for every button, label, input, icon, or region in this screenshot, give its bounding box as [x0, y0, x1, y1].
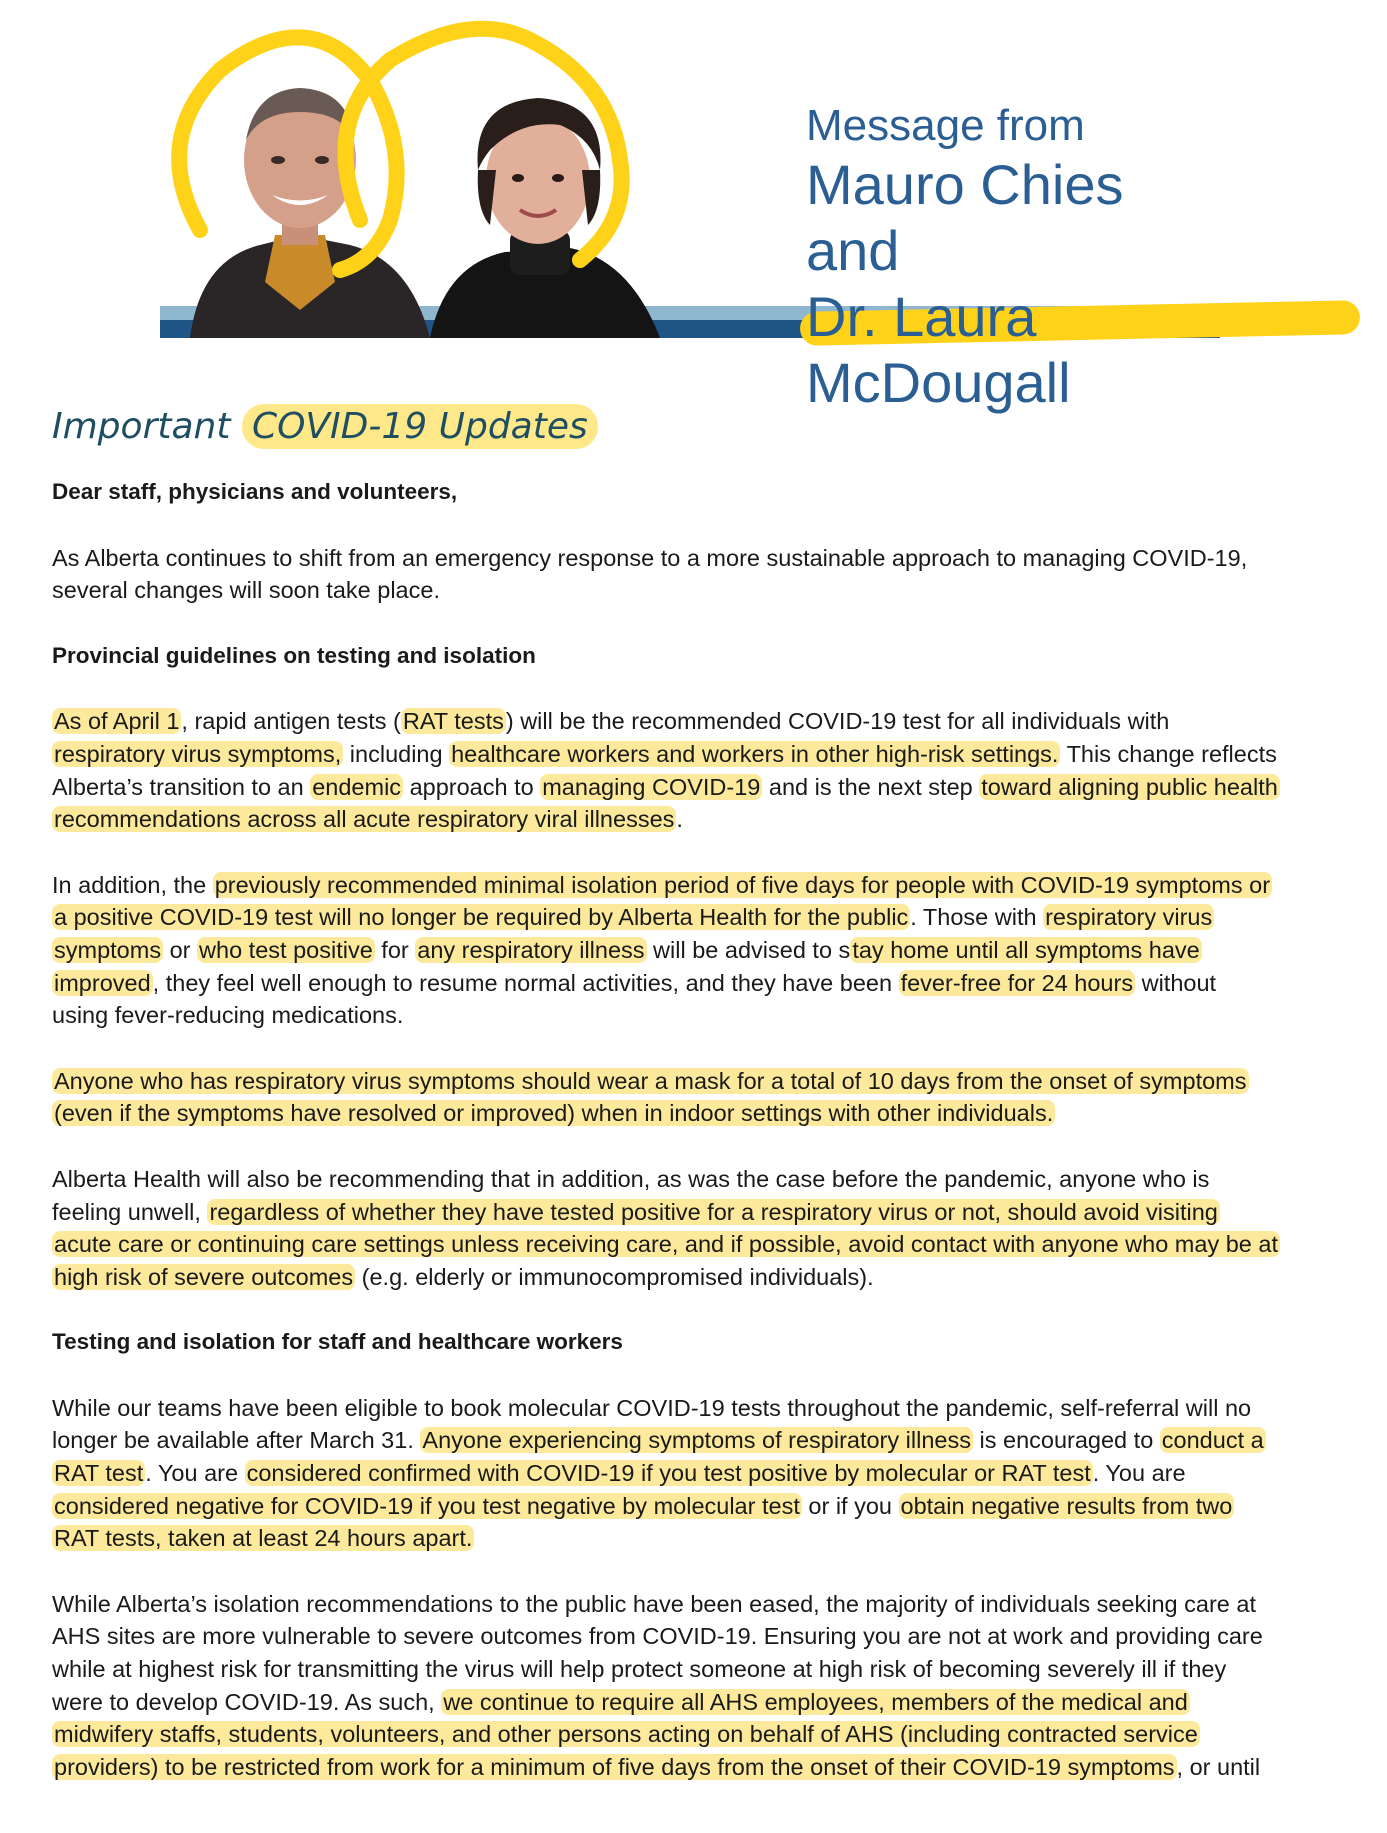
highlight: tay home until all symptoms have: [852, 936, 1200, 963]
text-line: [52, 738, 1342, 771]
text-line: several changes will soon take place.: [52, 577, 440, 604]
paragraph-intro: [52, 542, 1342, 607]
text-line: [52, 934, 1342, 967]
text-line: While Alberta’s isolation recommendations to the public have been eased, the majority of individuals seeking care at: [52, 1590, 1256, 1617]
text-line: As Alberta continues to shift from an emergency response to a more sustainable approach to managing COVID-19,: [52, 544, 1248, 571]
text-line: [52, 1751, 1342, 1784]
paragraph-rat-tests: [52, 705, 1342, 835]
text-run: and is the next step: [762, 773, 980, 800]
text-line: [52, 1718, 1342, 1751]
highlight: Anyone who has respiratory virus symptoms should wear a mask for a total of 10 days from the onset of symptoms: [54, 1067, 1247, 1094]
text-line: [52, 1228, 1342, 1261]
banner-line-3: [806, 284, 1220, 416]
text-line: [52, 901, 1342, 934]
text-line: [52, 1457, 1342, 1490]
highlight: RAT tests: [402, 708, 504, 735]
highlight: midwifery staffs, students, volunteers, and other persons acting on behalf of AHS (including contracted service: [54, 1721, 1198, 1748]
text-run: feeling unwell,: [52, 1198, 208, 1225]
text-run: . Those with: [910, 904, 1044, 931]
paragraph-mask: [52, 1065, 1342, 1130]
highlight: fever-free for 24 hours: [900, 969, 1134, 996]
text-run: .: [676, 806, 683, 833]
highlight: providers) to be restricted from work for a minimum of five days from the onset of their COVID-19 symptoms: [54, 1753, 1175, 1780]
text-line: [52, 1490, 1342, 1523]
highlight: considered negative for COVID-19 if you test negative by molecular test: [54, 1492, 800, 1519]
highlight: previously recommended minimal isolation period of five days for people with COVID-19 symptoms or: [214, 871, 1271, 898]
text-run: Alberta’s transition to an: [52, 773, 311, 800]
text-run: were to develop COVID-19. As such,: [52, 1688, 442, 1715]
title-prefix: Important: [52, 406, 231, 447]
highlight: recommendations across all acute respiratory viral illnesses: [54, 806, 675, 833]
highlight: toward aligning public health: [981, 773, 1278, 800]
banner-message: [806, 100, 1220, 416]
highlight: Anyone experiencing symptoms of respiratory illness: [422, 1427, 971, 1454]
text-line: [52, 1522, 1342, 1555]
paragraph-staff-testing: [52, 1392, 1342, 1555]
document-body: [52, 400, 1342, 1816]
paragraph-visiting: [52, 1163, 1342, 1293]
text-run: , they feel well enough to resume normal activities, and they have been: [152, 969, 899, 996]
text-line: While our teams have been eligible to book molecular COVID-19 tests throughout the pandemic, self-referral will no: [52, 1394, 1252, 1421]
highlight: (even if the symptoms have resolved or improved) when in indoor settings with other individuals.: [54, 1100, 1054, 1127]
text-run: or if you: [801, 1492, 899, 1519]
text-run: . You are: [145, 1460, 245, 1487]
highlight: respiratory virus symptoms,: [54, 740, 342, 767]
highlight: high risk of severe outcomes: [54, 1263, 354, 1290]
text-line: Alberta Health will also be recommending that in addition, as was the case before the pandemic, anyone who is: [52, 1165, 1210, 1192]
page-title: [52, 400, 1342, 454]
title-highlighted: COVID-19 Updates: [242, 404, 598, 449]
paragraph-isolation: [52, 869, 1342, 1032]
message-banner: [160, 20, 1220, 414]
highlight: who test positive: [199, 936, 373, 963]
highlight: a positive COVID-19 test will no longer be required by Alberta Health for the public: [54, 904, 909, 931]
highlight: regardless of whether they have tested positive for a respiratory virus or not, should avoid visiting: [209, 1198, 1218, 1225]
text-line: [52, 1097, 1342, 1130]
portraits-image: [160, 20, 700, 338]
highlight: As of April 1: [54, 708, 180, 735]
text-line: [52, 1261, 1342, 1294]
text-line: AHS sites are more vulnerable to severe outcomes from COVID-19. Ensuring you are not at work and providing care: [52, 1623, 1263, 1650]
text-run: or: [163, 936, 198, 963]
text-run: is encouraged to: [972, 1427, 1160, 1454]
text-line: using fever-reducing medications.: [52, 1002, 404, 1029]
highlight: considered confirmed with COVID-19 if you test positive by molecular or RAT test: [246, 1460, 1091, 1487]
text-line: [52, 1196, 1342, 1229]
highlight: RAT test: [54, 1460, 144, 1487]
text-run: for: [374, 936, 416, 963]
text-run: , or until: [1176, 1753, 1261, 1780]
text-run: ) will be the recommended COVID-19 test for all individuals with: [505, 708, 1170, 735]
highlight: conduct a: [1161, 1427, 1264, 1454]
text-run: approach to: [403, 773, 541, 800]
text-run: , rapid antigen tests (: [181, 708, 401, 735]
highlight: symptoms: [54, 936, 162, 963]
heading-staff-testing: Testing and isolation for staff and healthcare workers: [52, 1329, 623, 1355]
text-run: This change reflects: [1060, 740, 1277, 767]
text-line: while at highest risk for transmitting the virus will help protect someone at high risk of becoming severely ill if they: [52, 1656, 1227, 1683]
highlight: improved: [54, 969, 151, 996]
salutation: Dear staff, physicians and volunteers,: [52, 479, 458, 504]
highlight: endemic: [312, 773, 402, 800]
text-line: [52, 705, 1342, 738]
text-line: [52, 967, 1342, 1000]
highlight: any respiratory illness: [417, 936, 645, 963]
text-line: [52, 803, 1342, 836]
highlight: acute care or continuing care settings unless receiving care, and if possible, avoid contact with anyone who may be at: [54, 1231, 1278, 1258]
text-run: (e.g. elderly or immunocompromised individuals).: [355, 1263, 874, 1290]
banner-line-3-text: Dr. Laura McDougall: [806, 285, 1071, 414]
banner-line-1: Message from: [806, 101, 1085, 150]
text-line: [52, 1424, 1342, 1457]
highlight: healthcare workers and workers in other high-risk settings.: [451, 740, 1059, 767]
text-line: [52, 1065, 1342, 1098]
text-run: without: [1135, 969, 1217, 996]
highlight: RAT tests, taken at least 24 hours apart.: [54, 1525, 473, 1552]
paragraph-work-restriction: [52, 1588, 1342, 1784]
text-line: [52, 771, 1342, 804]
text-run: will be advised to s: [646, 936, 851, 963]
highlight: respiratory virus: [1045, 904, 1213, 931]
banner-line-2: Mauro Chies and: [806, 153, 1124, 282]
highlight: managing COVID-19: [542, 773, 761, 800]
text-run: In addition, the: [52, 871, 213, 898]
text-line: [52, 1686, 1342, 1719]
highlight: obtain negative results from two: [900, 1492, 1233, 1519]
text-run: . You are: [1092, 1460, 1186, 1487]
heading-provincial-guidelines: Provincial guidelines on testing and isolation: [52, 642, 536, 668]
text-run: longer be available after March 31.: [52, 1427, 421, 1454]
portrait-laura-mcdougall: [430, 98, 660, 338]
highlight: we continue to require all AHS employees, members of the medical and: [443, 1688, 1188, 1715]
text-line: [52, 869, 1342, 902]
text-run: including: [343, 740, 450, 767]
